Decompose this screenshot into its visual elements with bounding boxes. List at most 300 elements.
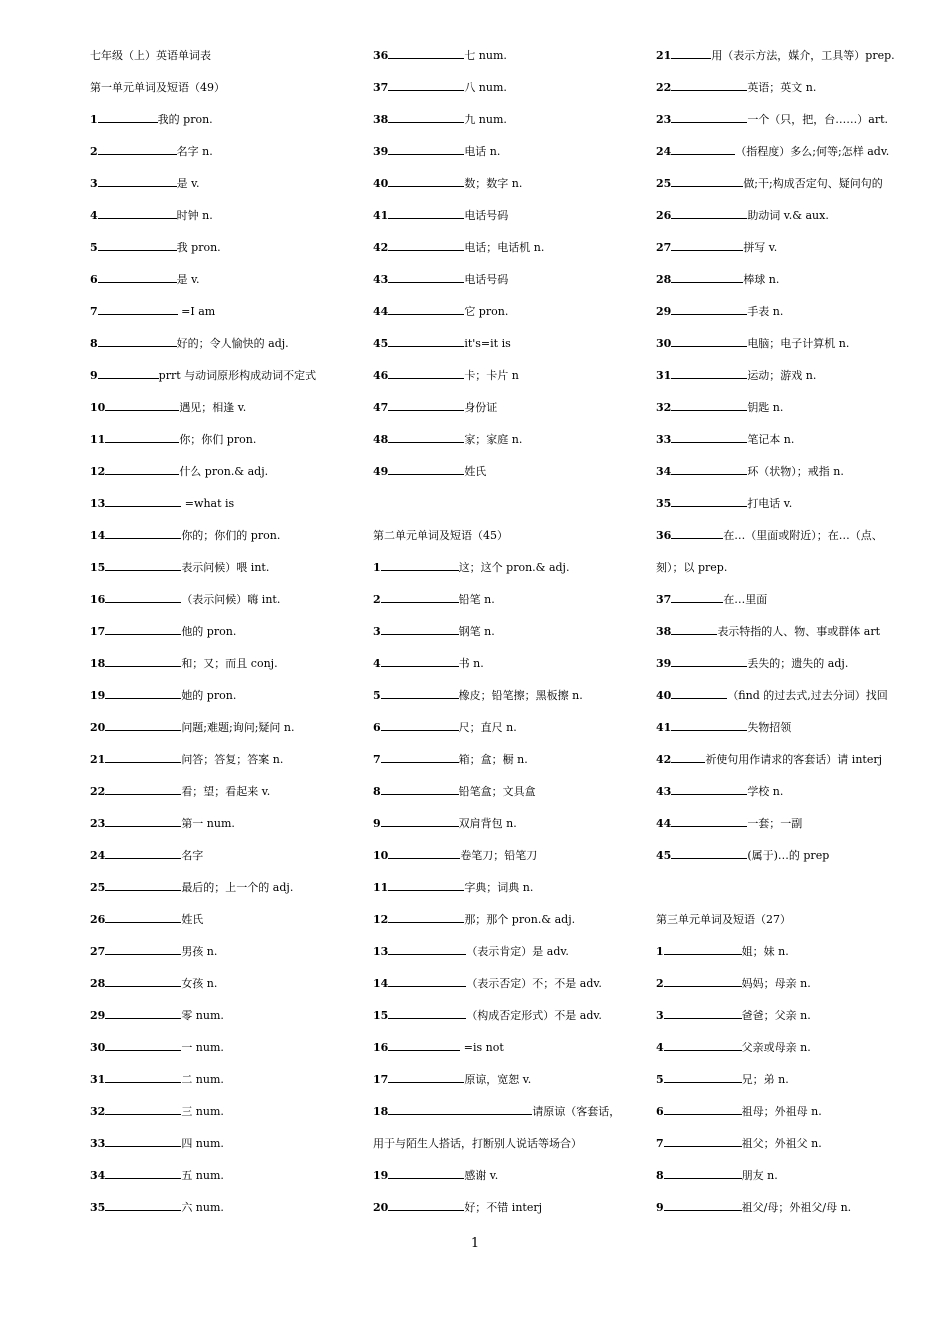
answer-blank[interactable] xyxy=(388,1070,464,1083)
answer-blank[interactable] xyxy=(105,942,181,955)
item-number: 28 xyxy=(90,977,106,990)
item-definition: =is not xyxy=(460,1041,504,1054)
answer-blank[interactable] xyxy=(388,1038,460,1051)
item-number: 24 xyxy=(90,849,106,862)
answer-blank[interactable] xyxy=(105,1102,181,1115)
item-number: 4 xyxy=(373,657,381,670)
vocab-item xyxy=(656,654,906,686)
item-number: 41 xyxy=(373,209,389,222)
answer-blank[interactable] xyxy=(388,1198,464,1211)
answer-blank[interactable] xyxy=(388,302,464,315)
vocab-item xyxy=(90,334,360,366)
item-number: 28 xyxy=(656,273,672,286)
item-number: 5 xyxy=(656,1073,664,1086)
answer-blank[interactable] xyxy=(381,782,459,795)
item-number: 18 xyxy=(90,657,106,670)
item-number: 4 xyxy=(90,209,98,222)
answer-blank[interactable] xyxy=(105,622,181,635)
vocab-item xyxy=(656,462,906,494)
answer-blank[interactable] xyxy=(388,430,464,443)
item-definition: 是 v. xyxy=(176,273,200,286)
column-1 xyxy=(90,46,360,1230)
item-definition: 卡；卡片 n xyxy=(464,369,519,382)
answer-blank[interactable] xyxy=(671,110,747,123)
item-definition: （构成否定形式）不是 adv. xyxy=(466,1009,602,1022)
item-definition: 好；不错 interj xyxy=(464,1201,543,1214)
answer-blank[interactable] xyxy=(388,1006,466,1019)
answer-blank[interactable] xyxy=(98,302,178,315)
vocab-item xyxy=(373,750,643,782)
item-number: 40 xyxy=(656,689,672,702)
item-number: 8 xyxy=(90,337,98,350)
vocab-item xyxy=(373,398,643,430)
answer-blank[interactable] xyxy=(105,1070,181,1083)
vocab-item xyxy=(373,686,643,718)
answer-blank[interactable] xyxy=(671,622,717,635)
vocab-item xyxy=(90,1134,360,1166)
answer-blank[interactable] xyxy=(98,110,158,123)
vocab-item xyxy=(656,430,906,462)
item-definition: 拼写 v. xyxy=(743,241,778,254)
answer-blank[interactable] xyxy=(671,526,723,539)
vocab-item xyxy=(656,622,906,654)
item-number: 12 xyxy=(373,913,389,926)
vocab-item xyxy=(90,1006,360,1038)
item-number: 14 xyxy=(90,529,106,542)
answer-blank[interactable] xyxy=(671,494,747,507)
answer-blank[interactable] xyxy=(105,654,181,667)
item-definition: 尺；直尺 n. xyxy=(458,721,517,734)
item-number: 43 xyxy=(656,785,672,798)
answer-blank[interactable] xyxy=(105,814,181,827)
item-definition: 什么 pron.& adj. xyxy=(179,465,269,478)
vocab-item xyxy=(656,1070,906,1102)
item-definition: 朋友 n. xyxy=(741,1169,778,1182)
vocab-item xyxy=(656,974,906,1006)
answer-blank[interactable] xyxy=(105,718,181,731)
vocab-item xyxy=(90,174,360,206)
vocab-item xyxy=(90,846,360,878)
item-number: 30 xyxy=(656,337,672,350)
item-number: 19 xyxy=(90,689,106,702)
item-number: 26 xyxy=(656,209,672,222)
answer-blank[interactable] xyxy=(105,590,181,603)
vocab-item xyxy=(373,334,643,366)
answer-blank[interactable] xyxy=(664,1198,742,1211)
answer-blank[interactable] xyxy=(105,526,181,539)
answer-blank[interactable] xyxy=(105,558,181,571)
item-definition: 四 num. xyxy=(181,1137,224,1150)
item-definition: 手表 n. xyxy=(747,305,784,318)
item-definition: 一 num. xyxy=(181,1041,224,1054)
item-definition: 请原谅（客套话， xyxy=(532,1105,621,1118)
continuation-text: 用于与陌生人搭话，打断别人说话等场合） xyxy=(373,1137,582,1150)
vocab-item xyxy=(656,590,906,622)
answer-blank[interactable] xyxy=(671,46,711,59)
vocab-item xyxy=(90,1198,360,1230)
answer-blank[interactable] xyxy=(105,974,181,987)
item-definition: 表示特指的人、物、事或群体 art xyxy=(717,625,881,638)
answer-blank[interactable] xyxy=(98,334,177,347)
item-number: 34 xyxy=(656,465,672,478)
item-definition: （指程度）多么;何等;怎样 adv. xyxy=(735,145,890,158)
vocab-item xyxy=(656,1102,906,1134)
answer-blank[interactable] xyxy=(98,174,177,187)
item-definition: 双肩背包 n. xyxy=(458,817,517,830)
item-definition: 姐；妹 n. xyxy=(741,945,789,958)
answer-blank[interactable] xyxy=(671,206,747,219)
item-definition: （表示肯定）是 adv. xyxy=(466,945,569,958)
answer-blank[interactable] xyxy=(105,1038,181,1051)
item-number: 46 xyxy=(373,369,389,382)
item-definition: 钥匙 n. xyxy=(747,401,784,414)
item-definition: (属于)…的 prep xyxy=(747,849,830,862)
answer-blank[interactable] xyxy=(664,974,742,987)
item-definition: （表示否定）不；不是 adv. xyxy=(466,977,602,990)
answer-blank[interactable] xyxy=(671,590,723,603)
item-number: 13 xyxy=(373,945,389,958)
item-definition: 五 num. xyxy=(181,1169,224,1182)
answer-blank[interactable] xyxy=(388,206,464,219)
item-number: 20 xyxy=(373,1201,389,1214)
answer-blank[interactable] xyxy=(671,302,747,315)
item-definition: =what is xyxy=(181,497,235,510)
answer-blank[interactable] xyxy=(671,174,743,187)
answer-blank[interactable] xyxy=(664,1166,742,1179)
answer-blank[interactable] xyxy=(388,910,464,923)
answer-blank[interactable] xyxy=(671,78,747,91)
answer-blank[interactable] xyxy=(664,1102,742,1115)
vocab-item xyxy=(373,1038,643,1070)
answer-blank[interactable] xyxy=(381,654,459,667)
vocab-item xyxy=(90,942,360,974)
vocab-item xyxy=(656,686,906,718)
item-definition: 爸爸；父亲 n. xyxy=(741,1009,811,1022)
item-number: 23 xyxy=(90,817,106,830)
answer-blank[interactable] xyxy=(388,942,466,955)
answer-blank[interactable] xyxy=(388,878,464,891)
item-number: 6 xyxy=(373,721,381,734)
item-definition: 学校 n. xyxy=(747,785,784,798)
item-number: 3 xyxy=(90,177,98,190)
item-definition: =I am xyxy=(177,305,216,318)
vocab-item xyxy=(90,1038,360,1070)
answer-blank[interactable] xyxy=(388,334,464,347)
answer-blank[interactable] xyxy=(98,270,177,283)
answer-blank[interactable] xyxy=(671,782,747,795)
vocab-item xyxy=(90,462,360,494)
item-number: 5 xyxy=(90,241,98,254)
item-number: 29 xyxy=(90,1009,106,1022)
answer-blank[interactable] xyxy=(664,1038,742,1051)
vocab-item xyxy=(656,718,906,750)
vocab-item xyxy=(656,78,906,110)
vocab-item xyxy=(373,142,643,174)
answer-blank[interactable] xyxy=(388,1102,532,1115)
item-definition: 丢失的；遗失的 adj. xyxy=(747,657,849,670)
vocab-item xyxy=(373,974,643,1006)
item-number: 21 xyxy=(656,49,672,62)
item-number: 27 xyxy=(90,945,106,958)
item-number: 12 xyxy=(90,465,106,478)
answer-blank[interactable] xyxy=(105,910,181,923)
answer-blank[interactable] xyxy=(381,558,459,571)
answer-blank[interactable] xyxy=(105,430,179,443)
item-number: 18 xyxy=(373,1105,389,1118)
answer-blank[interactable] xyxy=(388,974,466,987)
vocab-item xyxy=(90,526,360,558)
answer-blank[interactable] xyxy=(388,1166,464,1179)
answer-blank[interactable] xyxy=(98,238,177,251)
vocab-item xyxy=(373,1198,643,1230)
vocab-item xyxy=(656,398,906,430)
vocab-item xyxy=(90,1070,360,1102)
item-definition: 铅笔盒；文具盒 xyxy=(458,785,536,798)
vocab-item xyxy=(656,238,906,270)
vocab-item xyxy=(656,1166,906,1198)
item-number: 17 xyxy=(373,1073,389,1086)
item-definition: 她的 pron. xyxy=(181,689,237,702)
answer-blank[interactable] xyxy=(381,686,459,699)
item-definition: （find 的过去式,过去分词）找回 xyxy=(727,689,888,702)
answer-blank[interactable] xyxy=(671,398,747,411)
answer-blank[interactable] xyxy=(388,174,464,187)
item-number: 34 xyxy=(90,1169,106,1182)
vocab-item xyxy=(373,622,643,654)
vocab-item xyxy=(90,494,360,526)
answer-blank[interactable] xyxy=(105,462,179,475)
item-number: 31 xyxy=(656,369,672,382)
item-definition: 字典；词典 n. xyxy=(464,881,534,894)
answer-blank[interactable] xyxy=(381,622,459,635)
vocab-item xyxy=(90,718,360,750)
item-number: 2 xyxy=(656,977,664,990)
item-definition: prrt 与动词原形构成动词不定式 xyxy=(158,369,317,382)
item-number: 23 xyxy=(656,113,672,126)
item-number: 35 xyxy=(90,1201,106,1214)
item-definition: 英语；英文 n. xyxy=(747,81,817,94)
answer-blank[interactable] xyxy=(671,718,747,731)
answer-blank[interactable] xyxy=(381,718,459,731)
item-number: 22 xyxy=(90,785,106,798)
item-definition: 八 num. xyxy=(464,81,507,94)
vocab-item xyxy=(656,526,906,558)
item-number: 7 xyxy=(656,1137,664,1150)
item-definition: 在…（里面或附近）；在…（点、 xyxy=(723,529,883,542)
item-number: 7 xyxy=(373,753,381,766)
item-number: 9 xyxy=(90,369,98,382)
vocab-item xyxy=(656,46,906,78)
vocab-item xyxy=(373,654,643,686)
vocab-item xyxy=(90,654,360,686)
item-number: 6 xyxy=(90,273,98,286)
answer-blank[interactable] xyxy=(671,750,705,763)
answer-blank[interactable] xyxy=(105,1006,181,1019)
answer-blank[interactable] xyxy=(671,654,747,667)
item-number: 33 xyxy=(90,1137,106,1150)
vocab-item xyxy=(90,686,360,718)
vocab-item xyxy=(656,142,906,174)
section-heading: 第一单元单词及短语（49） xyxy=(90,81,225,94)
item-number: 1 xyxy=(373,561,381,574)
answer-blank[interactable] xyxy=(381,814,459,827)
answer-blank[interactable] xyxy=(105,1166,181,1179)
answer-blank[interactable] xyxy=(98,206,177,219)
item-definition: 时钟 n. xyxy=(176,209,213,222)
answer-blank[interactable] xyxy=(388,142,464,155)
item-number: 20 xyxy=(90,721,106,734)
answer-blank[interactable] xyxy=(671,462,747,475)
item-number: 7 xyxy=(90,305,98,318)
item-definition: 祈使句用作请求的客套话）请 interj xyxy=(705,753,883,766)
item-definition: 铅笔 n. xyxy=(458,593,495,606)
answer-blank[interactable] xyxy=(388,46,464,59)
answer-blank[interactable] xyxy=(671,686,727,699)
item-definition: 打电话 v. xyxy=(747,497,793,510)
answer-blank[interactable] xyxy=(105,1134,181,1147)
item-definition: 遇见；相逢 v. xyxy=(179,401,247,414)
item-number: 25 xyxy=(90,881,106,894)
item-definition: 看；望；看起来 v. xyxy=(181,785,271,798)
vocab-item xyxy=(656,174,906,206)
item-number: 22 xyxy=(656,81,672,94)
item-number: 37 xyxy=(373,81,389,94)
answer-blank[interactable] xyxy=(671,366,747,379)
vocab-item xyxy=(373,174,643,206)
vocab-item xyxy=(90,974,360,1006)
item-number: 8 xyxy=(373,785,381,798)
item-definition: 女孩 n. xyxy=(181,977,218,990)
vocab-item xyxy=(656,334,906,366)
vocab-item xyxy=(373,782,643,814)
item-definition: 七 num. xyxy=(464,49,507,62)
item-definition: 一套；一副 xyxy=(747,817,803,830)
item-definition: 感谢 v. xyxy=(464,1169,499,1182)
answer-blank[interactable] xyxy=(664,1006,742,1019)
answer-blank[interactable] xyxy=(671,846,747,859)
vocab-item xyxy=(373,238,643,270)
vocab-item xyxy=(373,814,643,846)
item-definition: 电话号码 xyxy=(464,209,509,222)
vocab-item xyxy=(373,366,643,398)
item-definition: 第一 num. xyxy=(181,817,235,830)
vocab-item xyxy=(656,782,906,814)
item-number: 49 xyxy=(373,465,389,478)
item-definition: 祖父；外祖父 n. xyxy=(741,1137,822,1150)
answer-blank[interactable] xyxy=(388,78,464,91)
vocab-item xyxy=(373,302,643,334)
answer-blank[interactable] xyxy=(388,270,464,283)
answer-blank[interactable] xyxy=(105,846,181,859)
answer-blank[interactable] xyxy=(671,334,747,347)
answer-blank[interactable] xyxy=(671,270,743,283)
item-definition: 电话号码 xyxy=(464,273,509,286)
item-number: 26 xyxy=(90,913,106,926)
item-definition: 橡皮；铅笔擦；黑板擦 n. xyxy=(458,689,583,702)
continuation-text: 刻）；以 prep. xyxy=(656,561,728,574)
item-definition: 问答；答复；答案 n. xyxy=(181,753,284,766)
answer-blank[interactable] xyxy=(105,782,181,795)
answer-blank[interactable] xyxy=(388,110,464,123)
item-number: 2 xyxy=(373,593,381,606)
answer-blank[interactable] xyxy=(671,814,747,827)
answer-blank[interactable] xyxy=(105,878,181,891)
vocab-item xyxy=(90,398,360,430)
answer-blank[interactable] xyxy=(105,1198,181,1211)
vocab-item xyxy=(90,270,360,302)
item-definition: 书 n. xyxy=(458,657,484,670)
item-number: 40 xyxy=(373,177,389,190)
item-definition: 家；家庭 n. xyxy=(464,433,523,446)
answer-blank[interactable] xyxy=(671,430,747,443)
vocab-item xyxy=(90,622,360,654)
item-definition: 姓氏 xyxy=(464,465,487,478)
vocab-item xyxy=(373,718,643,750)
answer-blank[interactable] xyxy=(388,398,464,411)
item-definition: 身份证 xyxy=(464,401,498,414)
item-number: 48 xyxy=(373,433,389,446)
item-number: 3 xyxy=(656,1009,664,1022)
vocab-item xyxy=(373,270,643,302)
answer-blank[interactable] xyxy=(105,398,179,411)
vocab-item xyxy=(90,366,360,398)
item-definition: 做;干;构成否定句、疑问句的 xyxy=(743,177,883,190)
vocab-item xyxy=(90,1166,360,1198)
vocab-item xyxy=(373,1006,643,1038)
answer-blank[interactable] xyxy=(381,590,459,603)
vocab-item xyxy=(373,942,643,974)
answer-blank[interactable] xyxy=(671,142,735,155)
item-number: 38 xyxy=(373,113,389,126)
item-definition: 一个（只，把，台……）art. xyxy=(747,113,889,126)
vocab-item xyxy=(373,1070,643,1102)
item-number: 44 xyxy=(656,817,672,830)
item-definition: 兄；弟 n. xyxy=(741,1073,789,1086)
item-number: 27 xyxy=(656,241,672,254)
answer-blank[interactable] xyxy=(98,366,159,379)
item-number: 36 xyxy=(373,49,389,62)
answer-blank[interactable] xyxy=(105,686,181,699)
answer-blank[interactable] xyxy=(664,942,742,955)
item-number: 32 xyxy=(656,401,672,414)
answer-blank[interactable] xyxy=(388,846,460,859)
answer-blank[interactable] xyxy=(105,750,181,763)
answer-blank[interactable] xyxy=(388,238,464,251)
vocab-item xyxy=(90,910,360,942)
item-number: 11 xyxy=(90,433,106,446)
item-definition: 父亲或母亲 n. xyxy=(741,1041,811,1054)
item-definition: 助动词 v.& aux. xyxy=(747,209,829,222)
answer-blank[interactable] xyxy=(388,462,464,475)
answer-blank[interactable] xyxy=(664,1134,742,1147)
vocab-item xyxy=(373,1102,643,1134)
answer-blank[interactable] xyxy=(664,1070,742,1083)
answer-blank[interactable] xyxy=(105,494,181,507)
answer-blank[interactable] xyxy=(671,238,743,251)
item-definition: 是 v. xyxy=(176,177,200,190)
item-definition: 在…里面 xyxy=(723,593,768,606)
vocab-item xyxy=(373,206,643,238)
item-number: 35 xyxy=(656,497,672,510)
answer-blank[interactable] xyxy=(98,142,177,155)
spacer xyxy=(656,878,906,910)
section-heading: 第三单元单词及短语（27） xyxy=(656,913,791,926)
answer-blank[interactable] xyxy=(381,750,459,763)
item-definition: 男孩 n. xyxy=(181,945,218,958)
answer-blank[interactable] xyxy=(388,366,464,379)
section-heading: 第二单元单词及短语（45） xyxy=(373,529,508,542)
vocab-item xyxy=(90,558,360,590)
